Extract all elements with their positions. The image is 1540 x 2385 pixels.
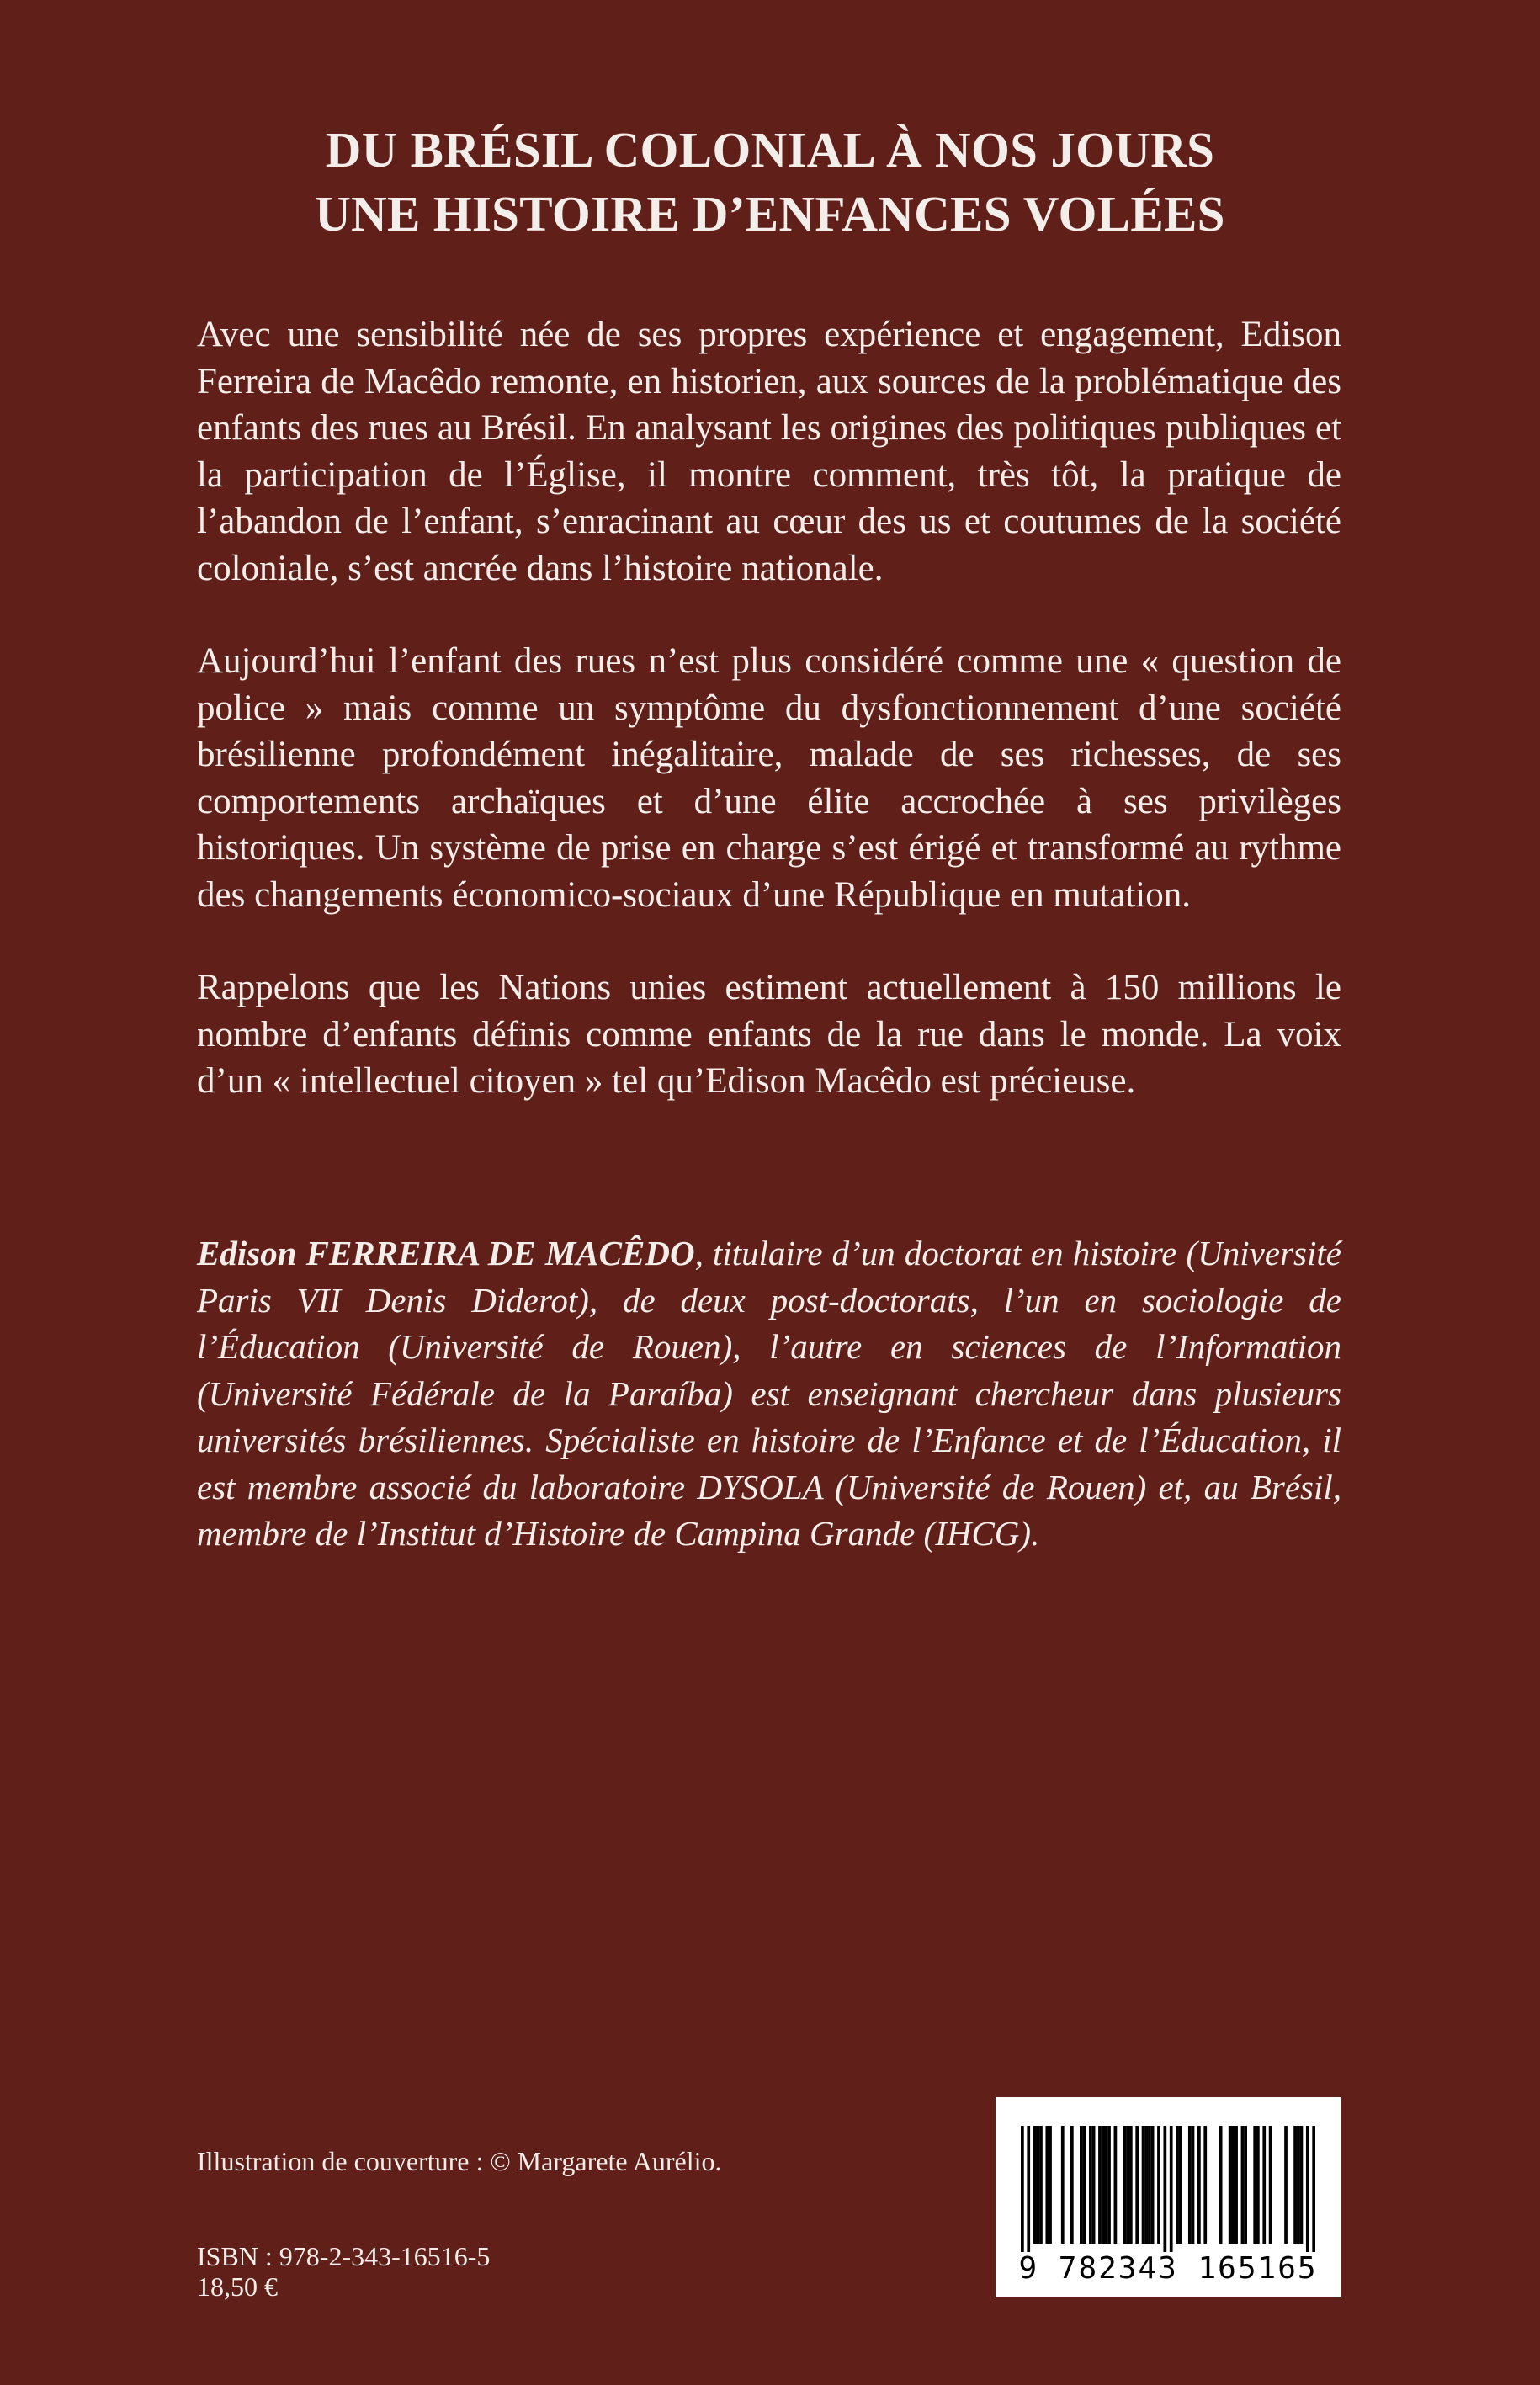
barcode-bar <box>1021 2126 1024 2252</box>
barcode-bar <box>1235 2126 1238 2244</box>
barcode-bar <box>1188 2126 1192 2244</box>
barcode-bar <box>1089 2126 1092 2244</box>
barcode-bar <box>1135 2126 1139 2244</box>
barcode-bar <box>1176 2126 1179 2244</box>
barcode-bar <box>1179 2126 1182 2244</box>
barcode-bar <box>1033 2126 1037 2244</box>
barcode-bar <box>1061 2126 1065 2244</box>
summary-text <box>197 311 1341 1151</box>
barcode-bar <box>1039 2126 1043 2244</box>
barcode-bar <box>1107 2126 1111 2244</box>
barcode-bar <box>1083 2126 1086 2244</box>
barcode-bar <box>1253 2126 1256 2244</box>
barcode-bar <box>1027 2126 1030 2252</box>
barcode-bar <box>1123 2126 1127 2244</box>
book-title <box>135 118 1405 246</box>
barcode-panel <box>996 2097 1341 2297</box>
barcode-bar <box>1092 2126 1096 2244</box>
price: 18,50 € <box>197 2271 278 2302</box>
barcode-bar <box>1104 2126 1107 2244</box>
title-line-2: UNE HISTOIRE D’ENFANCES VOLÉES <box>315 186 1225 242</box>
barcode-bar <box>1157 2126 1160 2244</box>
barcode-bar <box>1203 2126 1207 2244</box>
barcode-bar <box>1098 2126 1102 2244</box>
barcode-bar <box>1219 2126 1223 2244</box>
barcode-bar <box>1126 2126 1129 2244</box>
publication-info <box>197 2241 870 2302</box>
barcode-bar <box>1114 2126 1118 2244</box>
author-biography <box>197 1230 1341 1558</box>
barcode-icon <box>1021 2126 1315 2252</box>
barcode-bar <box>1070 2126 1074 2244</box>
barcode-bar <box>1262 2126 1266 2244</box>
barcode-bar <box>1151 2126 1155 2244</box>
barcode-bar <box>1129 2126 1133 2244</box>
barcode-bar <box>1284 2126 1288 2244</box>
barcode-bar <box>1163 2126 1166 2252</box>
barcode-bar <box>1244 2126 1247 2244</box>
barcode-bar <box>1144 2126 1148 2244</box>
isbn: ISBN : 978-2-343-16516-5 <box>197 2241 491 2271</box>
barcode-bar <box>1256 2126 1260 2244</box>
barcode-bar <box>1306 2126 1309 2252</box>
barcode-bar <box>1300 2126 1304 2244</box>
barcode-bar <box>1036 2126 1039 2244</box>
barcode-bar <box>1297 2126 1300 2244</box>
barcode-bar <box>1197 2126 1201 2244</box>
barcode-bar <box>1170 2126 1173 2252</box>
barcode-bar <box>1293 2126 1297 2244</box>
barcode-bar <box>1142 2126 1145 2244</box>
summary-paragraph-1: Avec une sensibilité née de ses propres expérience et engagement, Edison Ferreira de Macêdo remonte, en historien, aux sources de la problématique des enfants des rues au Brésil. En analysant les origines des politiques publiques et la participation de l’Église, il montre comment, très tôt, la pratique de l’abandon de l’enfant, s’enracinant au cœur des us et coutumes de la société coloniale, s’est ancrée dans l’histoire nationale. <box>197 315 1341 588</box>
author-bio-text: , titulaire d’un doctorat en histoire (Université Paris VII Denis Diderot), de deux post-doctorats, l’un en sociologie de l’Éducation (Université de Rouen), l’autre en sciences de l’Information (Université Fédérale de la Paraíba) est enseignant chercheur dans plusieurs universités brésiliennes. Spécialiste en histoire de l’Enfance et de l’Éducation, il est membre associé du laboratoire DYSOLA (Université de Rouen) et, au Brésil, membre de l’Institut d’Histoire de Campina Grande (IHCG). <box>197 1234 1341 1553</box>
barcode-bar <box>1045 2126 1049 2244</box>
title-line-1: DU BRÉSIL COLONIAL À NOS JOURS <box>325 122 1215 178</box>
barcode-bar <box>1232 2126 1235 2244</box>
barcode-bar <box>1269 2126 1272 2244</box>
barcode-bar <box>1080 2126 1083 2244</box>
barcode-bar <box>1229 2126 1232 2244</box>
author-name: Edison FERREIRA DE MACÊDO <box>197 1234 695 1272</box>
barcode-bar <box>1312 2126 1315 2252</box>
barcode-bar <box>1102 2126 1105 2244</box>
barcode-bar <box>1049 2126 1052 2244</box>
summary-paragraph-2: Aujourd’hui l’enfant des rues n’est plus considéré comme une « question de police » mais comme un symptôme du dysfonctionnement d’une société brésilienne profondément inégalitaire, malade de ses richesses, de ses comportements archaïques et d’une élite accrochée à ses privilèges historiques. Un système de prise en charge s’est érigé et transformé au rythme des changements économico-sociaux d’une République en mutation. <box>197 641 1341 915</box>
barcode-bar <box>1241 2126 1245 2244</box>
barcode-bar <box>1148 2126 1151 2244</box>
barcode-bar <box>1192 2126 1195 2244</box>
barcode-digits: 9 782343 165165 <box>1018 2251 1318 2286</box>
illustration-credit: Illustration de couverture : © Margarete Aurélio. <box>197 2146 722 2176</box>
summary-paragraph-3: Rappelons que les Nations unies estiment actuellement à 150 millions le nombre d’enfants définis comme enfants de la rue dans le monde. La voix d’un « intellectuel citoyen » tel qu’Edison Macêdo est précieuse. <box>197 968 1341 1101</box>
